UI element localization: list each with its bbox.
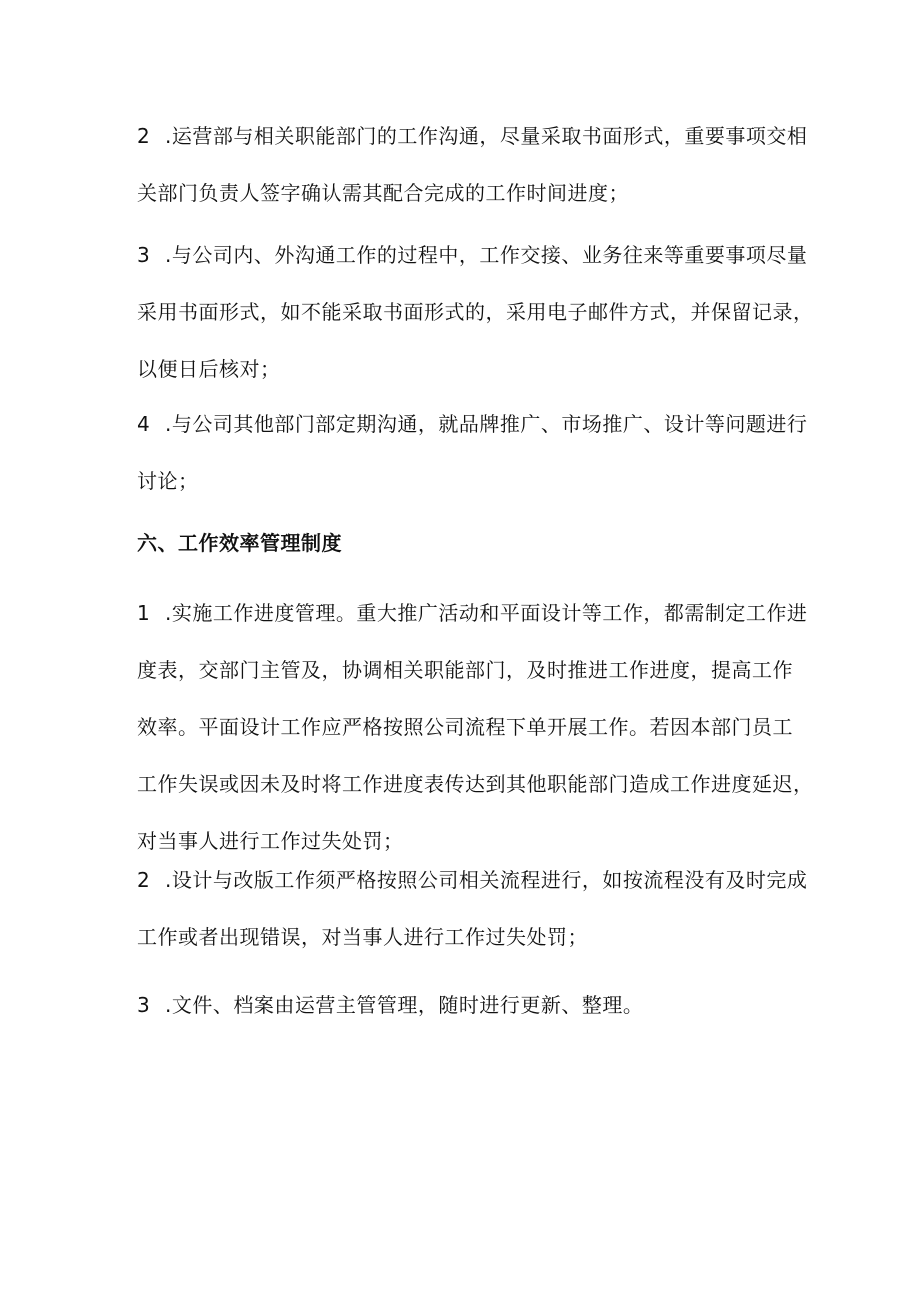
list-item-text: .实施工作进度管理。重大推广活动和平面设计等工作，都需制定工作进	[165, 601, 808, 625]
list-item-line	[137, 585, 808, 642]
list-item-text: .运营部与相关职能部门的工作沟通，尽量采取书面形式，重要事项交相	[165, 124, 808, 148]
list-item-line: 采用书面形式，如不能采取书面形式的，采用电子邮件方式，并保留记录，	[137, 300, 814, 324]
list-item-line	[137, 227, 808, 284]
list-item-line: 工作失误或因未及时将工作进度表传达到其他职能部门造成工作进度延迟，	[137, 772, 814, 796]
list-item-number: 1	[137, 601, 151, 625]
list-item	[137, 977, 797, 1034]
list-item-line: 关部门负责人签字确认需其配合完成的工作时间进度；	[137, 181, 629, 205]
list-item-number: 2	[137, 124, 151, 148]
list-item	[137, 585, 814, 870]
section-heading: 六、工作效率管理制度	[137, 531, 342, 555]
list-item-line	[137, 108, 808, 165]
list-item-number: 3	[137, 243, 151, 267]
list-item	[137, 108, 808, 222]
list-item-text: .文件、档案由运营主管管理，随时进行更新、整理。	[165, 993, 644, 1017]
list-item-line	[137, 396, 808, 453]
list-item-number: 3	[137, 993, 151, 1017]
list-item-text: .与公司其他部门部定期沟通，就品牌推广、市场推广、设计等问题进行	[165, 412, 808, 436]
list-item-line: 效率。平面设计工作应严格按照公司流程下单开展工作。若因本部门员工	[137, 715, 793, 739]
list-item-text: .设计与改版工作须严格按照公司相关流程进行，如按流程没有及时完成	[165, 868, 808, 892]
list-item-text: .与公司内、外沟通工作的过程中，工作交接、业务往来等重要事项尽量	[165, 243, 808, 267]
list-item-line: 度表，交部门主管及，协调相关职能部门，及时推进工作进度，提高工作	[137, 658, 793, 682]
list-item	[137, 396, 808, 510]
list-item-line: 工作或者出现错误，对当事人进行工作过失处罚；	[137, 925, 588, 949]
list-item	[137, 852, 808, 966]
list-item-line: 以便日后核对；	[137, 357, 281, 381]
list-item-line: 对当事人进行工作过失处罚；	[137, 829, 404, 853]
list-item-line: 讨论；	[137, 469, 199, 493]
list-item-line	[137, 852, 808, 909]
list-item-number: 4	[137, 412, 151, 436]
list-item	[137, 227, 814, 398]
list-item-number: 2	[137, 868, 151, 892]
list-item-line	[137, 977, 797, 1034]
